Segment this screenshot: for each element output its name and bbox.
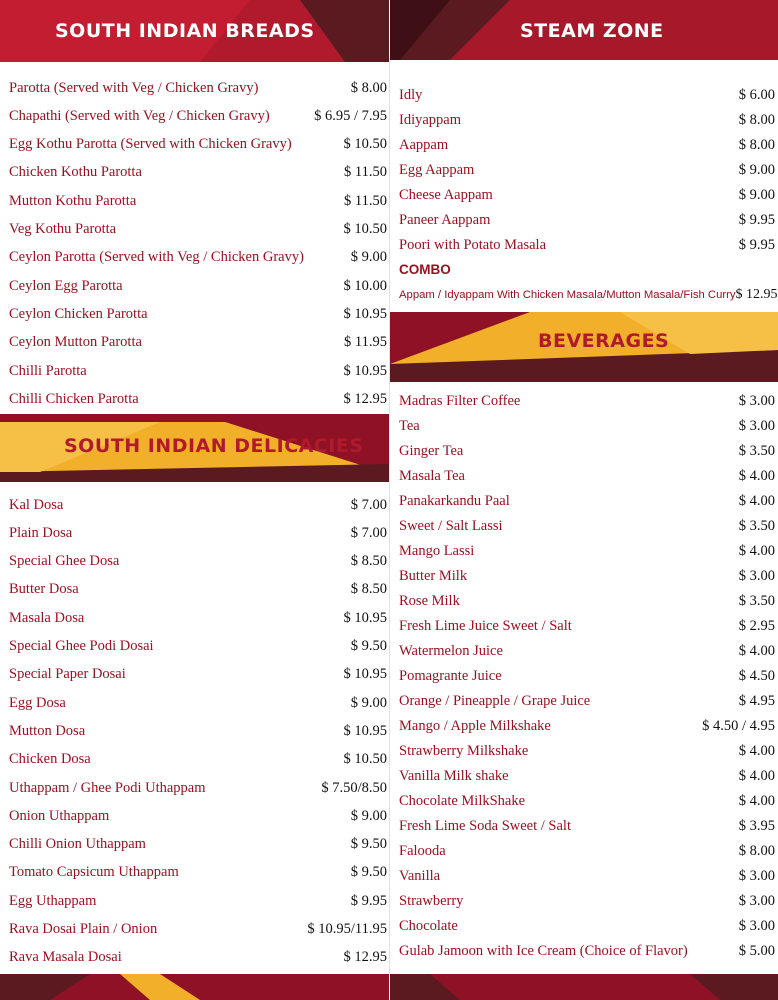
item-price: $ 4.00 <box>738 542 775 559</box>
menu-item <box>399 159 775 181</box>
item-name: Vanilla Milk shake <box>399 767 509 784</box>
menu-item <box>9 692 387 714</box>
menu-item <box>399 940 775 962</box>
item-name: Gulab Jamoon with Ice Cream (Choice of Flavor) <box>399 942 688 959</box>
item-price: $ 8.50 <box>350 553 387 570</box>
item-price: $ 9.50 <box>350 864 387 881</box>
item-price: $ 9.00 <box>350 694 387 711</box>
item-name: Fresh Lime Soda Sweet / Salt <box>399 817 571 834</box>
menu-item <box>9 805 387 827</box>
menu-item <box>9 890 387 912</box>
menu-item <box>399 440 775 462</box>
menu-item <box>399 665 775 687</box>
steam-title: STEAM ZONE <box>520 20 664 42</box>
item-name: Panakarkandu Paal <box>399 492 510 509</box>
menu-item <box>399 234 775 256</box>
menu-item <box>9 134 387 156</box>
beverages-list <box>399 390 775 966</box>
breads-banner <box>0 0 389 62</box>
bottom-band-left <box>0 974 389 1000</box>
item-name: Masala Tea <box>399 467 465 484</box>
menu-item <box>399 740 775 762</box>
steam-list <box>399 84 778 308</box>
item-price: $ 8.00 <box>738 842 775 859</box>
item-name: Kal Dosa <box>9 496 64 513</box>
menu-item <box>399 890 775 912</box>
item-name: Strawberry <box>399 892 464 909</box>
item-name: Rose Milk <box>399 592 460 609</box>
item-price: $ 2.95 <box>738 617 775 634</box>
item-price: $ 9.00 <box>738 186 775 203</box>
combo-heading: COMBO <box>399 262 451 277</box>
item-price: $ 10.95/11.95 <box>307 921 387 937</box>
menu-item <box>399 815 775 837</box>
column-divider <box>389 58 390 973</box>
item-name: Onion Uthappam <box>9 807 110 824</box>
item-price: $ 11.50 <box>344 192 387 209</box>
item-price: $ 7.00 <box>350 524 387 541</box>
item-name: Egg Kothu Parotta (Served with Chicken Gravy) <box>9 136 292 153</box>
menu-item <box>399 109 775 131</box>
item-price: $ 3.50 <box>738 517 775 534</box>
item-price: $ 5.00 <box>738 942 775 959</box>
menu-item <box>399 565 775 587</box>
menu-item <box>9 607 387 629</box>
menu-item <box>399 765 775 787</box>
menu-item <box>399 134 775 156</box>
item-price: $ 9.00 <box>350 807 387 824</box>
breads-title: SOUTH INDIAN BREADS <box>55 20 315 42</box>
item-price: $ 3.00 <box>738 867 775 884</box>
menu-item <box>399 690 775 712</box>
item-name: Sweet / Salt Lassi <box>399 517 503 534</box>
menu-item <box>9 275 387 297</box>
item-price: $ 11.95 <box>344 334 387 351</box>
item-name: Chocolate MilkShake <box>399 792 526 809</box>
item-price: $ 10.95 <box>343 609 387 626</box>
menu-item <box>9 919 387 941</box>
menu-item <box>9 777 387 799</box>
menu-item <box>9 664 387 686</box>
item-price: $ 4.00 <box>738 467 775 484</box>
item-name: Special Ghee Dosa <box>9 553 120 570</box>
menu-item <box>9 749 387 771</box>
item-price: $ 3.95 <box>738 817 775 834</box>
item-price: $ 9.95 <box>350 892 387 909</box>
item-name: Special Paper Dosai <box>9 666 126 683</box>
item-name: Masala Dosa <box>9 609 85 626</box>
menu-item <box>399 84 775 106</box>
item-name: Tea <box>399 417 420 434</box>
item-name: Ginger Tea <box>399 442 464 459</box>
item-price: $ 10.95 <box>343 666 387 683</box>
menu-item <box>9 332 387 354</box>
item-price: $ 3.50 <box>738 592 775 609</box>
item-price: $ 8.00 <box>738 111 775 128</box>
menu-item <box>399 615 775 637</box>
menu-item <box>9 862 387 884</box>
item-name: Vanilla <box>399 867 441 884</box>
item-price: $ 9.95 <box>738 236 775 253</box>
item-name: Chilli Parotta <box>9 362 87 379</box>
item-price: $ 4.00 <box>738 492 775 509</box>
menu-item <box>9 720 387 742</box>
item-price: $ 4.50 / 4.95 <box>702 717 775 734</box>
item-name: Butter Dosa <box>9 581 79 598</box>
bottom-band-right <box>390 974 778 1000</box>
menu-item <box>9 551 387 573</box>
item-price: $ 3.00 <box>738 567 775 584</box>
item-name: Chicken Dosa <box>9 751 91 768</box>
item-name: Chicken Kothu Parotta <box>9 164 142 181</box>
item-name: Ceylon Chicken Parotta <box>9 305 148 322</box>
item-name: Mango / Apple Milkshake <box>399 717 551 734</box>
item-price: $ 11.50 <box>344 164 387 181</box>
item-name: Cheese Aappam <box>399 186 493 203</box>
beverages-banner <box>390 312 778 382</box>
item-name: Watermelon Juice <box>399 642 503 659</box>
menu-item <box>399 590 775 612</box>
delicacies-title: SOUTH INDIAN DELICACIES <box>64 435 364 457</box>
menu-item <box>9 77 387 99</box>
menu-item <box>399 790 775 812</box>
item-name: Aappam <box>399 136 449 153</box>
item-name: Mutton Kothu Parotta <box>9 192 137 209</box>
item-name: Falooda <box>399 842 446 859</box>
item-price: $ 8.00 <box>738 136 775 153</box>
item-price: $ 9.50 <box>350 836 387 853</box>
item-price: $ 3.00 <box>738 892 775 909</box>
item-name: Egg Dosa <box>9 694 66 711</box>
menu-item <box>9 579 387 601</box>
item-price: $ 4.95 <box>738 692 775 709</box>
item-price: $ 10.95 <box>343 722 387 739</box>
item-name: Parotta (Served with Veg / Chicken Gravy) <box>9 79 259 96</box>
item-price: $ 9.00 <box>738 161 775 178</box>
combo-price: $ 12.95 <box>735 287 778 302</box>
item-price: $ 8.00 <box>350 79 387 96</box>
item-price: $ 10.50 <box>343 136 387 153</box>
combo-name: Appam / Idyappam With Chicken Masala/Mutton Masala/Fish Curry <box>399 289 736 301</box>
combo-item <box>399 285 778 305</box>
item-name: Ceylon Egg Parotta <box>9 277 123 294</box>
item-name: Strawberry Milkshake <box>399 742 529 759</box>
item-name: Paneer Aappam <box>399 211 491 228</box>
item-price: $ 7.50/8.50 <box>321 779 387 796</box>
menu-item <box>9 522 387 544</box>
item-price: $ 4.00 <box>738 792 775 809</box>
item-name: Egg Uthappam <box>9 892 97 909</box>
item-name: Egg Aappam <box>399 161 475 178</box>
menu-item <box>399 865 775 887</box>
menu-item <box>399 640 775 662</box>
item-price: $ 10.00 <box>343 277 387 294</box>
item-price: $ 9.00 <box>350 249 387 266</box>
menu-item <box>399 184 775 206</box>
item-price: $ 10.95 <box>343 305 387 322</box>
delicacies-banner <box>0 414 389 482</box>
item-name: Idly <box>399 86 423 103</box>
item-price: $ 10.95 <box>343 362 387 379</box>
item-price: $ 6.95 / 7.95 <box>314 107 387 124</box>
item-name: Ceylon Mutton Parotta <box>9 334 142 351</box>
item-name: Chocolate <box>399 917 458 934</box>
menu-item <box>399 715 775 737</box>
item-name: Chilli Chicken Parotta <box>9 390 139 407</box>
item-name: Orange / Pineapple / Grape Juice <box>399 692 591 709</box>
menu-item <box>399 465 775 487</box>
menu-item <box>399 840 775 862</box>
menu-item <box>9 636 387 658</box>
item-name: Ceylon Parotta (Served with Veg / Chicken Gravy) <box>9 249 304 266</box>
item-name: Mutton Dosa <box>9 722 86 739</box>
item-price: $ 3.00 <box>738 917 775 934</box>
menu-item <box>399 490 775 512</box>
menu-item <box>9 162 387 184</box>
item-price: $ 9.50 <box>350 638 387 654</box>
item-name: Chapathi (Served with Veg / Chicken Gravy) <box>9 107 270 124</box>
menu-item <box>399 209 775 231</box>
item-price: $ 4.50 <box>738 667 775 684</box>
menu-item <box>9 247 387 269</box>
menu-item <box>399 515 775 537</box>
item-name: Butter Milk <box>399 567 468 584</box>
item-price: $ 10.50 <box>343 751 387 768</box>
item-price: $ 12.95 <box>343 949 387 966</box>
item-price: $ 10.50 <box>343 221 387 237</box>
item-name: Poori with Potato Masala <box>399 236 547 253</box>
item-name: Rava Masala Dosai <box>9 949 122 966</box>
menu-item <box>399 915 775 937</box>
menu-item <box>9 190 387 212</box>
menu-item <box>9 388 387 410</box>
menu-item <box>9 219 387 241</box>
menu-item <box>9 494 387 516</box>
beverages-title: BEVERAGES <box>538 330 670 352</box>
menu-item <box>9 947 387 969</box>
item-price: $ 3.00 <box>738 392 775 409</box>
item-price: $ 6.00 <box>738 86 775 103</box>
menu-item <box>399 540 775 562</box>
item-price: $ 4.00 <box>738 642 775 659</box>
item-name: Veg Kothu Parotta <box>9 221 117 237</box>
item-name: Chilli Onion Uthappam <box>9 836 146 853</box>
menu-item <box>9 834 387 856</box>
item-name: Fresh Lime Juice Sweet / Salt <box>399 617 572 634</box>
menu-item <box>399 390 775 412</box>
item-name: Tomato Capsicum Uthappam <box>9 864 179 881</box>
menu-item <box>9 105 387 127</box>
item-name: Special Ghee Podi Dosai <box>9 638 154 654</box>
menu-item <box>9 303 387 325</box>
item-price: $ 12.95 <box>343 390 387 407</box>
steam-banner <box>390 0 778 60</box>
item-price: $ 7.00 <box>350 496 387 513</box>
menu-item <box>9 360 387 382</box>
delicacies-list <box>9 494 387 972</box>
item-name: Madras Filter Coffee <box>399 392 521 409</box>
item-price: $ 8.50 <box>350 581 387 598</box>
item-price: $ 4.00 <box>738 742 775 759</box>
item-price: $ 9.95 <box>738 211 775 228</box>
item-name: Plain Dosa <box>9 524 73 541</box>
breads-list <box>9 77 387 417</box>
item-price: $ 3.50 <box>738 442 775 459</box>
item-name: Idiyappam <box>399 111 462 128</box>
item-price: $ 3.00 <box>738 417 775 434</box>
item-name: Uthappam / Ghee Podi Uthappam <box>9 779 206 796</box>
menu-item <box>399 415 775 437</box>
item-name: Pomagrante Juice <box>399 667 502 684</box>
item-name: Mango Lassi <box>399 542 475 559</box>
item-price: $ 4.00 <box>738 767 775 784</box>
item-name: Rava Dosai Plain / Onion <box>9 921 158 937</box>
